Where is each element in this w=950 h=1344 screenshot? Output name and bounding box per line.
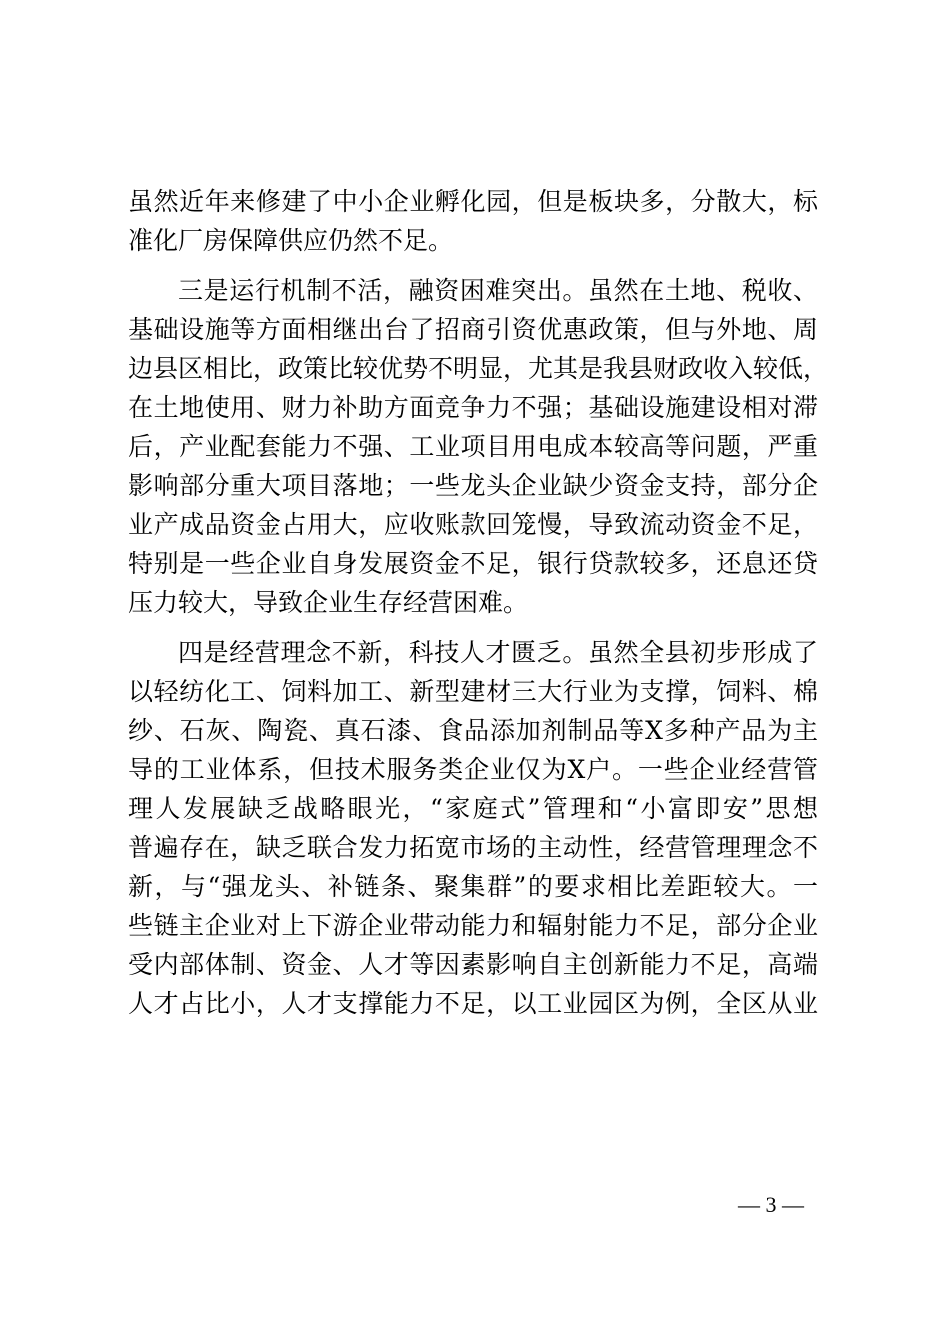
text-line: 导的工业体系，但技术服务类企业仅为X户。一些企业经营管 (128, 755, 818, 784)
text-line: 压力较大，导致企业生存经营困难。 (128, 588, 529, 617)
text-line: 以轻纺化工、饲料加工、新型建材三大行业为支撑，饲料、棉 (128, 677, 818, 706)
text-line: 后，产业配套能力不强、工业项目用电成本较高等问题，严重 (128, 432, 818, 461)
text-line: 纱、石灰、陶瓷、真石漆、食品添加剂制品等X多种产品为主 (128, 716, 818, 745)
text-line: 准化厂房保障供应仍然不足。 (128, 226, 454, 255)
text-line: 影响部分重大项目落地；一些龙头企业缺少资金支持，部分企 (128, 471, 818, 500)
text-line: 在土地使用、财力补助方面竞争力不强；基础设施建设相对滞 (128, 393, 818, 422)
text-line: 基础设施等方面相继出台了招商引资优惠政策，但与外地、周 (128, 315, 818, 344)
text-line: 理人发展缺乏战略眼光，“家庭式”管理和“小富即安”思想 (128, 794, 818, 823)
paragraph-1 (128, 182, 818, 260)
text-line: 些链主企业对上下游企业带动能力和辐射能力不足，部分企业 (128, 911, 818, 940)
text-line: 特别是一些企业自身发展资金不足，银行贷款较多，还息还贷 (128, 549, 818, 578)
text-line: 普遍存在，缺乏联合发力拓宽市场的主动性，经营管理理念不 (128, 833, 818, 862)
page-number: — 3 — (738, 1192, 804, 1217)
text-line: 受内部体制、资金、人才等因素影响自主创新能力不足，高端 (128, 950, 818, 979)
paragraph-3 (128, 633, 818, 1023)
text-line: 边县区相比，政策比较优势不明显，尤其是我县财政收入较低， (128, 354, 829, 383)
document-body (128, 182, 829, 1023)
paragraph-2 (128, 271, 829, 622)
text-line: 新，与“强龙头、补链条、聚集群”的要求相比差距较大。一 (128, 872, 818, 901)
text-line: 人才占比小，人才支撑能力不足，以工业园区为例，全区从业 (128, 989, 818, 1018)
text-line: 三是运行机制不活，融资困难突出。虽然在土地、税收、 (178, 276, 818, 305)
text-line: 四是经营理念不新，科技人才匮乏。虽然全县初步形成了 (178, 638, 818, 667)
text-line: 虽然近年来修建了中小企业孵化园，但是板块多，分散大，标 (128, 187, 818, 216)
text-line: 业产成品资金占用大，应收账款回笼慢，导致流动资金不足， (128, 510, 818, 539)
